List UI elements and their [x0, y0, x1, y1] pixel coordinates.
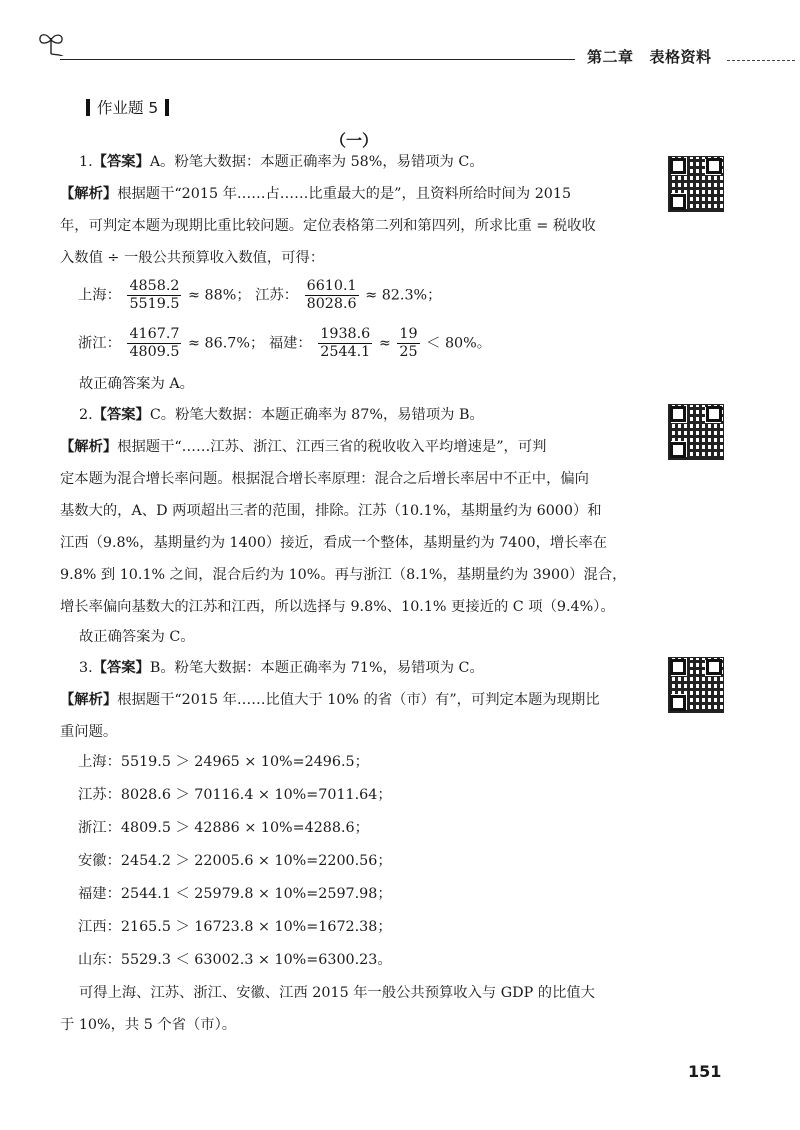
- qr-code-icon[interactable]: [669, 405, 723, 459]
- q2-analysis-line: 定本题为混合增长率问题。根据混合增长率原理：混合之后增长率居中不正中，偏向: [60, 471, 589, 487]
- q2-analysis-line: 9.8% 到 10.1% 之间，混合后约为 10%。再与浙江（8.1%，基期量约为 3900）混合，: [60, 567, 627, 583]
- q1-analysis-line: 【解析】根据题干“2015 年……占……比重最大的是”，且资料所给时间为 2015: [60, 186, 572, 202]
- chapter-title: 第二章 表格资料: [587, 48, 712, 66]
- q2-analysis-line: 增长率偏向基数大的江苏和江西，所以选择与 9.8%、10.1% 更接近的 C 项（9.4%）。: [60, 599, 615, 615]
- q1-answer: 1.【答案】A。粉笔大数据：本题正确率为 58%，易错项为 C。: [79, 154, 484, 170]
- q1-analysis-line: 年，可判定本题为现期比重比较问题。定位表格第二列和第四列，所求比重 = 税收收: [60, 218, 596, 234]
- header-rule: [60, 59, 575, 60]
- q3-calc-line: 安徽：2454.2 ＞ 22005.6 × 10%=2200.56；: [78, 853, 392, 869]
- q1-formula-row: 上海： $\frac{4858.2}{5519.5}$ ≈ 88%； 江苏： $\frac{6610.1}{8028.6}$ ≈ 82.3%；: [78, 278, 442, 312]
- q2-analysis-line: 【解析】根据题干“……江苏、浙江、江西三省的税收收入平均增速是”，可判: [60, 439, 547, 455]
- page-header: [0, 0, 800, 80]
- q2-answer: 2.【答案】C。粉笔大数据：本题正确率为 87%，易错项为 B。: [79, 407, 484, 423]
- q3-analysis-line: 重问题。: [60, 724, 118, 740]
- sprout-icon: [36, 30, 70, 56]
- q3-conclusion-line: 可得上海、江苏、浙江、安徽、江西 2015 年一般公共预算收入与 GDP 的比值大: [79, 985, 595, 1001]
- qr-code-icon[interactable]: [669, 658, 723, 712]
- q3-conclusion-line: 于 10%，共 5 个省（市）。: [60, 1017, 237, 1033]
- q3-calc-line: 江苏：8028.6 ＞ 70116.4 × 10%=7011.64；: [78, 787, 392, 803]
- page-number: 151: [688, 1062, 722, 1081]
- q2-analysis-line: 基数大的，A、D 两项超出三者的范围，排除。江苏（10.1%，基期量约为 6000）和: [60, 503, 602, 519]
- q3-analysis-line: 【解析】根据题干“2015 年……比值大于 10% 的省（市）有”，可判定本题为现期比: [60, 692, 600, 708]
- q3-calc-line: 浙江：4809.5 ＞ 42886 × 10%=4288.6；: [78, 820, 369, 836]
- sub-section-title: （一）: [330, 131, 379, 150]
- q3-calc-line: 福建：2544.1 ＜ 25979.8 × 10%=2597.98；: [78, 886, 392, 902]
- qr-code-icon[interactable]: [669, 157, 723, 211]
- q1-analysis-line: 入数值 ÷ 一般公共预算收入数值，可得：: [60, 250, 325, 266]
- q2-analysis-line: 江西（9.8%，基期量约为 1400）接近，看成一个整体，基期量约为 7400，增长率在: [60, 535, 608, 551]
- q3-calc-line: 江西：2165.5 ＞ 16723.8 × 10%=1672.38；: [78, 919, 392, 935]
- q2-conclusion: 故正确答案为 C。: [79, 629, 195, 645]
- section-title: 作业题 5: [79, 96, 176, 118]
- q3-calc-line: 山东：5529.3 ＜ 63002.3 × 10%=6300.23。: [78, 952, 392, 968]
- q3-calc-line: 上海：5519.5 ＞ 24965 × 10%=2496.5；: [78, 754, 369, 770]
- q3-answer: 3.【答案】B。粉笔大数据：本题正确率为 71%，易错项为 C。: [79, 660, 484, 676]
- q1-conclusion: 故正确答案为 A。: [79, 376, 194, 392]
- header-dashed-rule: [727, 60, 795, 61]
- q1-formula-row: 浙江： $\frac{4167.7}{4809.5}$ ≈ 86.7%； 福建： $\frac{1938.6}{2544.1}$ ≈ $\frac{19}{25}$ ＜ 80%。: [78, 326, 492, 360]
